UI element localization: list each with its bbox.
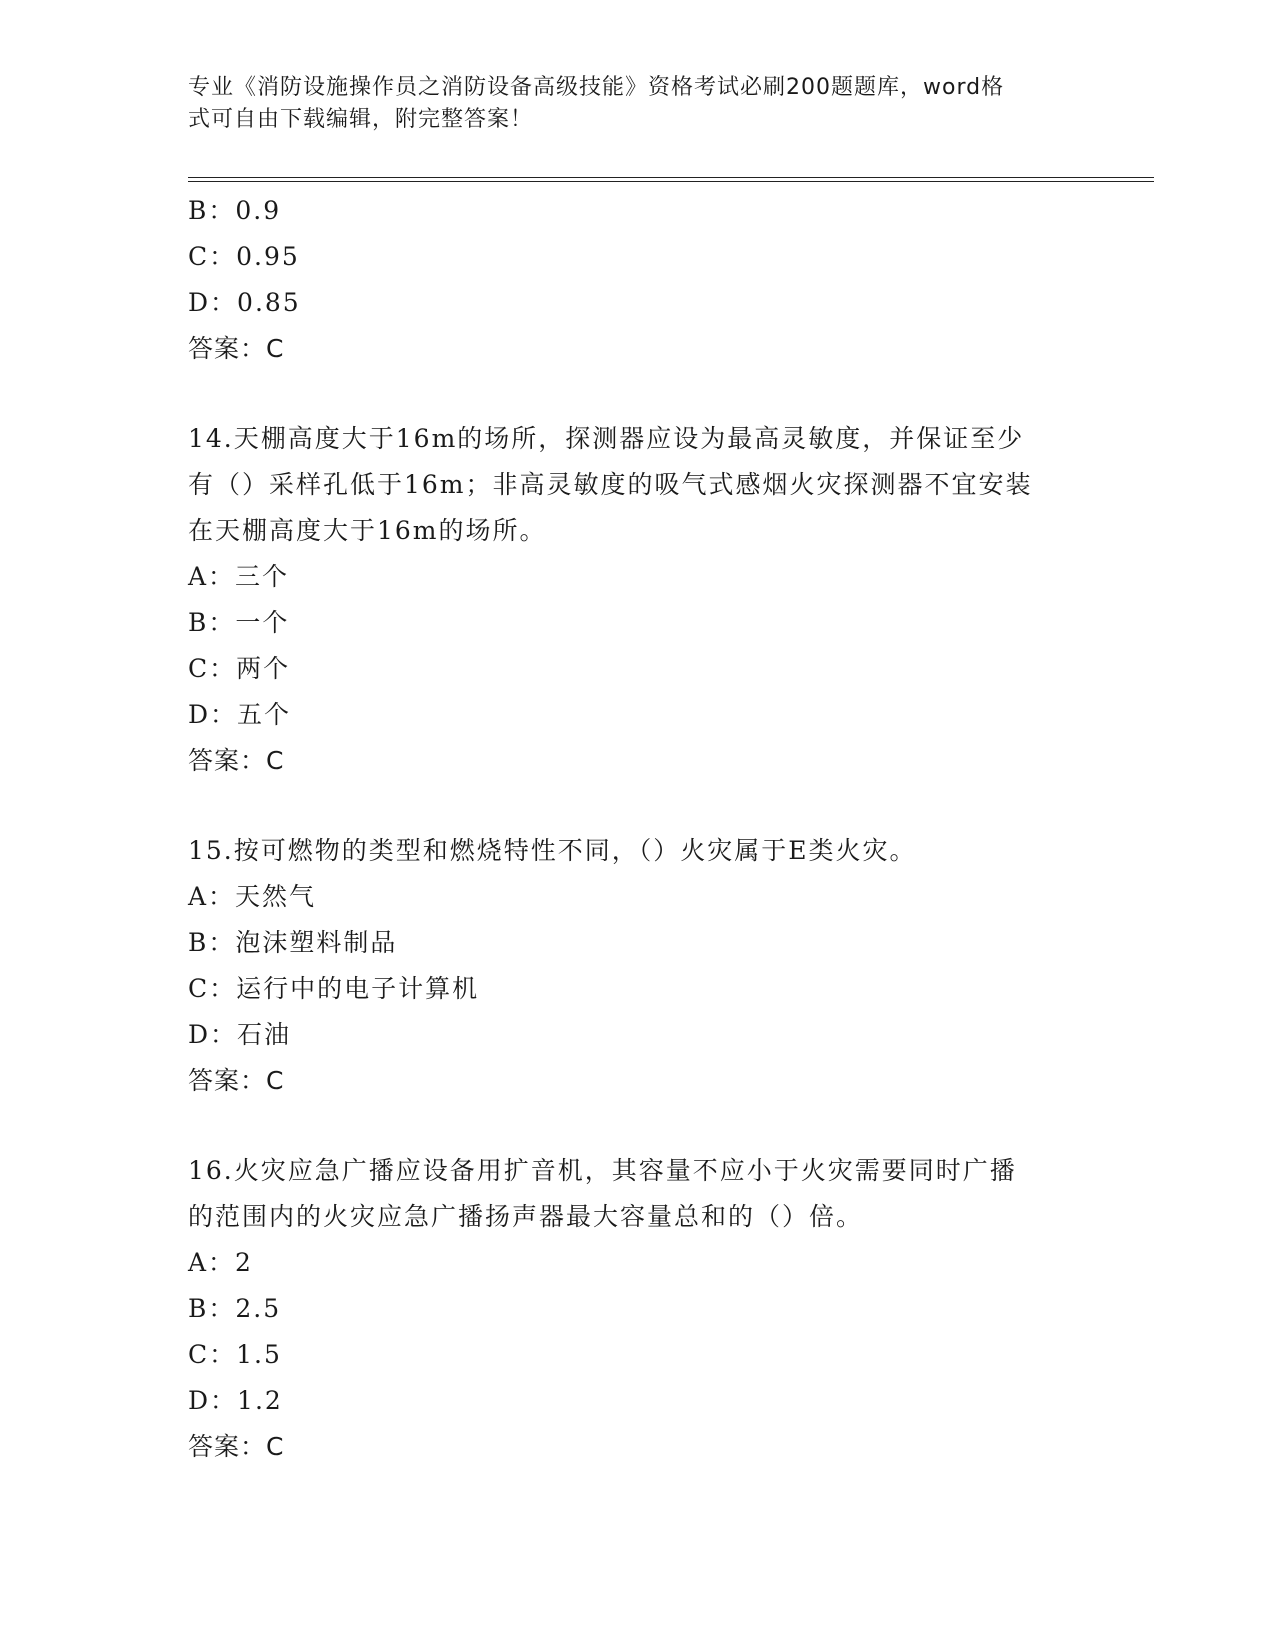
stem-line: 在天棚高度大于16m的场所。 xyxy=(188,516,547,545)
answer-line: 答案：C xyxy=(188,334,285,363)
option-b: B：2.5 xyxy=(188,1294,282,1323)
answer-line: 答案：C xyxy=(188,1066,285,1095)
option-b: B：泡沫塑料制品 xyxy=(188,928,398,957)
question-content xyxy=(188,188,1088,1470)
option-c: C：1.5 xyxy=(188,1340,282,1369)
option-c: C：运行中的电子计算机 xyxy=(188,974,480,1003)
question-stem xyxy=(188,416,1088,554)
question-stem xyxy=(188,828,1088,874)
question-stem xyxy=(188,1148,1088,1240)
stem-line: 有（）采样孔低于16m；非高灵敏度的吸气式感烟火灾探测器不宜安装 xyxy=(188,470,1033,499)
option-d: D：石油 xyxy=(188,1020,292,1049)
header-divider xyxy=(188,177,1154,182)
question-15 xyxy=(188,828,1088,1104)
spacer xyxy=(188,372,1088,416)
question-13-tail xyxy=(188,188,1088,372)
header-title-line-1: 专业《消防设施操作员之消防设备高级技能》资格考试必刷200题题库，word格 xyxy=(188,75,1005,100)
spacer xyxy=(188,784,1088,828)
option-b: B：一个 xyxy=(188,608,290,637)
option-d: D：1.2 xyxy=(188,1386,283,1415)
page-header xyxy=(188,72,1068,136)
stem-line: 16.火灾应急广播应设备用扩音机，其容量不应小于火灾需要同时广播 xyxy=(188,1156,1017,1185)
question-16 xyxy=(188,1148,1088,1470)
stem-line: 的范围内的火灾应急广播扬声器最大容量总和的（）倍。 xyxy=(188,1202,864,1231)
answer-line: 答案：C xyxy=(188,746,285,775)
option-c: C：0.95 xyxy=(188,242,300,271)
option-a: A：2 xyxy=(188,1248,253,1277)
option-c: C：两个 xyxy=(188,654,291,683)
option-b: B：0.9 xyxy=(188,196,282,225)
option-a: A：天然气 xyxy=(188,882,317,911)
option-d: D：0.85 xyxy=(188,288,301,317)
header-title-line-2: 式可自由下载编辑，附完整答案！ xyxy=(188,107,534,132)
stem-line: 15.按可燃物的类型和燃烧特性不同，（）火灾属于E类火灾。 xyxy=(188,836,917,865)
stem-line: 14.天棚高度大于16m的场所，探测器应设为最高灵敏度，并保证至少 xyxy=(188,424,1025,453)
answer-line: 答案：C xyxy=(188,1432,285,1461)
spacer xyxy=(188,1104,1088,1148)
option-a: A：三个 xyxy=(188,562,290,591)
option-d: D：五个 xyxy=(188,700,292,729)
question-14 xyxy=(188,416,1088,784)
